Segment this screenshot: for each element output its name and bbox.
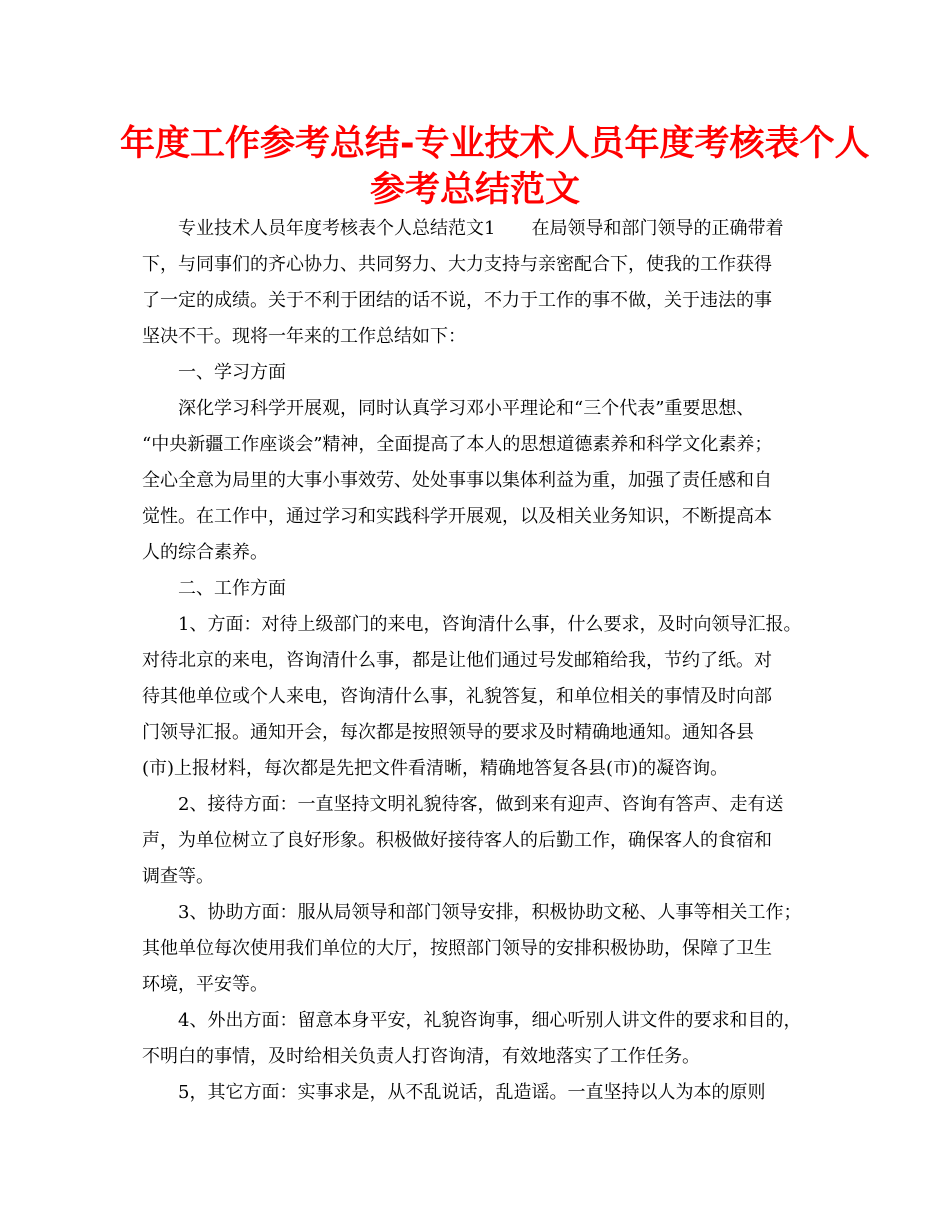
paragraph-study-line: 人的综合素养。 (142, 542, 268, 563)
document-title-line-1: 年度工作参考总结-专业技术人员年度考核表个人 (120, 124, 870, 164)
paragraph-item-3-line: 环境，平安等。 (142, 974, 268, 995)
paragraph-intro-line: 坚决不干。现将一年来的工作总结如下： (142, 326, 466, 347)
paragraph-item-1-line: 待其他单位或个人来电，咨询清什么事，礼貌答复，和单位相关的事情及时向部 (142, 686, 772, 707)
paragraph-item-3-line: 3、协助方面：服从局领导和部门领导安排，积极协助文秘、人事等相关工作； (178, 902, 802, 923)
paragraph-item-2-line: 2、接待方面：一直坚持文明礼貌待客，做到来有迎声、咨询有答声、走有送 (178, 794, 784, 815)
paragraph-study-line: 深化学习科学开展观，同时认真学习邓小平理论和“三个代表”重要思想、 (178, 398, 755, 419)
paragraph-item-4-line: 不明白的事情，及时给相关负责人打咨询清，有效地落实了工作任务。 (142, 1046, 700, 1067)
paragraph-item-5-line: 5，其它方面：实事求是，从不乱说话，乱造谣。一直坚持以人为本的原则 (178, 1082, 766, 1103)
paragraph-item-2-line: 声，为单位树立了良好形象。积极做好接待客人的后勤工作，确保客人的食宿和 (142, 830, 772, 851)
paragraph-intro-line: 了一定的成绩。关于不利于团结的话不说，不力于工作的事不做，关于违法的事 (142, 290, 772, 311)
section-heading-work: 二、工作方面 (178, 578, 286, 599)
paragraph-item-3-line: 其他单位每次使用我们单位的大厅，按照部门领导的安排积极协助，保障了卫生 (142, 938, 772, 959)
paragraph-intro-line: 专业技术人员年度考核表个人总结范文1 在局领导和部门领导的正确带着 (178, 218, 784, 239)
paragraph-item-1-line: (市)上报材料，每次都是先把文件看清晰，精确地答复各县(市)的凝咨询。 (142, 758, 729, 779)
paragraph-item-1-line: 1、方面：对待上级部门的来电，咨询清什么事，什么要求，及时向领导汇报。 (178, 614, 802, 635)
paragraph-item-1-line: 对待北京的来电，咨询清什么事，都是让他们通过号发邮箱给我，节约了纸。对 (142, 650, 772, 671)
section-heading-study: 一、学习方面 (178, 362, 286, 383)
document-title-line-2: 参考总结范文 (369, 170, 580, 210)
paragraph-study-line: 觉性。在工作中，通过学习和实践科学开展观，以及相关业务知识，不断提高本 (142, 506, 772, 527)
paragraph-intro-line: 下，与同事们的齐心协力、共同努力、大力支持与亲密配合下，使我的工作获得 (142, 254, 772, 275)
paragraph-item-4-line: 4、外出方面：留意本身平安，礼貌咨询事，细心听别人讲文件的要求和目的， (178, 1010, 802, 1031)
paragraph-study-line: 全心全意为局里的大事小事效劳、处处事事以集体利益为重，加强了责任感和自 (142, 470, 772, 491)
paragraph-item-2-line: 调查等。 (142, 866, 214, 887)
paragraph-study-line: “中央新疆工作座谈会”精神，全面提高了本人的思想道德素养和科学文化素养； (142, 434, 773, 455)
paragraph-item-1-line: 门领导汇报。通知开会，每次都是按照领导的要求及时精确地通知。通知各县 (142, 722, 754, 743)
